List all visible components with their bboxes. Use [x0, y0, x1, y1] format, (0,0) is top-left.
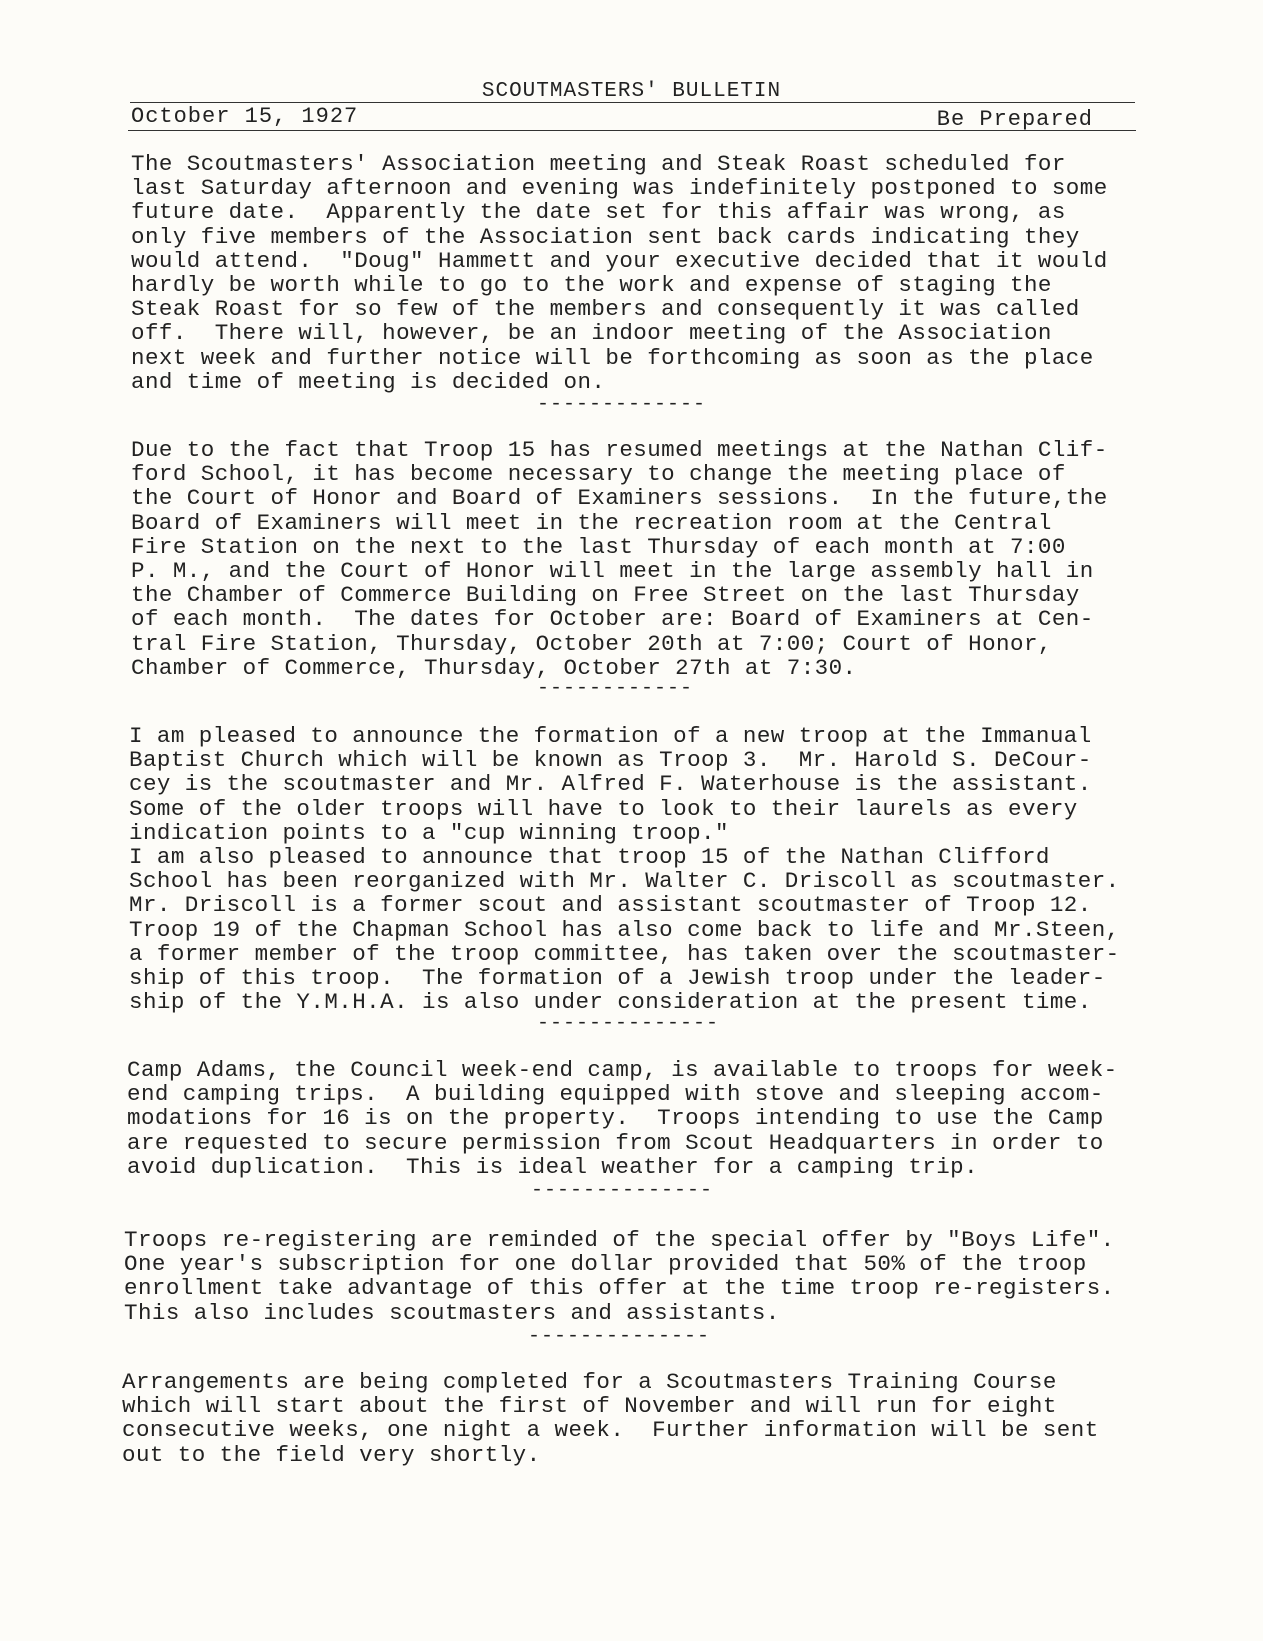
- separator-5: --------------: [528, 1325, 711, 1348]
- separator-1: -------------: [537, 393, 707, 416]
- paragraph-steak-roast: The Scoutmasters' Association meeting and Steak Roast scheduled for last Saturday afternoon and evening was indefinitely postponed to some future date. Apparently the date set for this affair was wrong, as only five members of the Association sent back cards indicating they would attend. "Doug" Hammett and your executive decided that it would hardly be worth while to go to the work and expense of staging the Steak Roast for so few of the members and consequently it was called off. There will, however, be an indoor meeting of the Association next week and further notice will be forthcoming as soon as the place and time of meeting is decided on.: [131, 151, 1108, 395]
- paragraph-new-troops: I am pleased to announce the formation of a new troop at the Immanual Baptist Church which will be known as Troop 3. Mr. Harold S. DeCour- cey is the scoutmaster and Mr. Alfred F. Waterhouse is the assistant. Some of the older troops will have to look to their laurels as every indication points to a "cup winning troop." I am also pleased to announce that troop 15 of the Nathan Clifford School has been reorganized with Mr. Walter C. Driscoll as scoutmaster. Mr. Driscoll is a former scout and assistant scoutmaster of Troop 12. Troop 19 of the Chapman School has also come back to life and Mr.Steen, a former member of the troop committee, has taken over the scoutmaster- ship of this troop. The formation of a Jewish troop under the leader- ship of the Y.M.H.A. is also under consideration at the present time.: [129, 723, 1120, 1016]
- header-rule-top: [130, 102, 1135, 103]
- separator-4: --------------: [531, 1179, 714, 1202]
- separator-2: ------------: [537, 677, 694, 700]
- header-rule-bottom: [128, 130, 1136, 131]
- paragraph-training-course: Arrangements are being completed for a Scoutmasters Training Course which will start about the first of November and will run for eight consecutive weeks, one night a week. Further information will be sent out to the field very shortly.: [122, 1369, 1099, 1468]
- separator-3: --------------: [537, 1012, 720, 1035]
- bulletin-title: SCOUTMASTERS' BULLETIN: [481, 80, 782, 103]
- bulletin-date: October 15, 1927: [131, 104, 359, 129]
- paragraph-meeting-place: Due to the fact that Troop 15 has resumed meetings at the Nathan Clif- ford School, it has become necessary to change the meeting place of the Court of Honor and Board of Examiners sessions. In the future,the Board of Examiners will meet in the recreation room at the Central Fire Station on the next to the last Thursday of each month at 7:00 P. M., and the Court of Honor will meet in the large assembly hall in the Chamber of Commerce Building on Free Street on the last Thursday of each month. The dates for October are: Board of Examiners at Cen- tral Fire Station, Thursday, October 20th at 7:00; Court of Honor, Chamber of Commerce, Thursday, October 27th at 7:30.: [131, 437, 1108, 681]
- paragraph-boys-life: Troops re-registering are reminded of the special offer by "Boys Life". One year's subscription for one dollar provided that 50% of the troop enrollment take advantage of this offer at the time troop re-registers. This also includes scoutmasters and assistants.: [124, 1227, 1115, 1326]
- bulletin-motto: Be Prepared: [936, 107, 1093, 132]
- paragraph-camp-adams: Camp Adams, the Council week-end camp, is available to troops for week- end camping trips. A building equipped with stove and sleeping accom- modations for 16 is on the property. Troops intending to use the Camp are requested to secure permission from Scout Headquarters in order to avoid duplication. This is ideal weather for a camping trip.: [127, 1057, 1118, 1180]
